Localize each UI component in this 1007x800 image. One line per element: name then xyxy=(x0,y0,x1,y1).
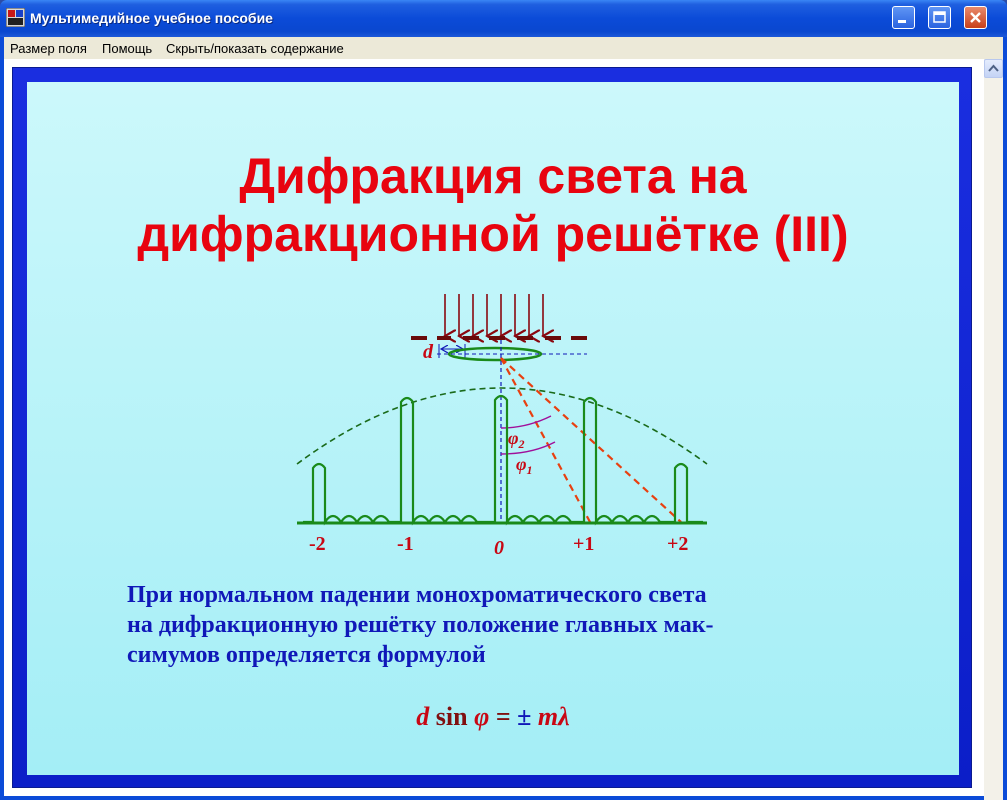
minimize-button[interactable] xyxy=(892,6,915,29)
scroll-up-icon xyxy=(985,60,1002,77)
window-title: Мультимедийное учебное пособие xyxy=(30,10,273,26)
phi2-label: $\varphi_2$ xyxy=(508,428,525,451)
intensity-curve xyxy=(303,396,703,522)
slide xyxy=(27,82,959,775)
close-button[interactable] xyxy=(964,6,987,29)
formula-equals: = xyxy=(495,702,511,731)
menu-bar xyxy=(4,37,1003,59)
incident-light-arrows xyxy=(445,294,543,336)
menu-help[interactable]: Помощь xyxy=(102,41,153,56)
window-border-bottom xyxy=(0,796,1007,800)
maximize-icon xyxy=(929,7,950,28)
maximize-button[interactable] xyxy=(928,6,951,29)
diffracted-rays xyxy=(501,358,681,522)
description-line: на дифракционную решётку положение главных мак- xyxy=(127,612,714,638)
description-text xyxy=(127,580,867,670)
description-line: При нормальном падении монохроматического света xyxy=(127,582,707,608)
order-label-plus2: +2 xyxy=(667,533,689,555)
formula-m: m xyxy=(537,702,559,731)
intensity-envelope xyxy=(297,388,707,464)
formula-lambda: λ xyxy=(558,702,570,731)
content-area xyxy=(4,59,984,796)
phi1-label: $\varphi_1$ xyxy=(516,454,533,477)
slide-title-line1: Дифракция света на xyxy=(239,148,747,204)
order-label-0: 0 xyxy=(494,537,504,559)
diffraction-diagram xyxy=(27,82,959,775)
slide-frame xyxy=(12,67,972,788)
description-line: симумов определяется формулой xyxy=(127,642,486,668)
minimize-icon xyxy=(893,7,914,28)
slit-period-label: d xyxy=(423,341,433,363)
order-label-plus1: +1 xyxy=(573,533,595,555)
app-icon[interactable] xyxy=(6,8,25,27)
menu-toggle-contents[interactable]: Скрыть/показать содержание xyxy=(166,41,344,56)
menu-field-size[interactable]: Размер поля xyxy=(10,41,87,56)
formula-plusminus: ± xyxy=(517,702,532,731)
scroll-up-button[interactable] xyxy=(984,59,1003,78)
formula-phi: φ xyxy=(474,702,490,731)
window-border-right xyxy=(1003,37,1007,800)
close-icon xyxy=(965,7,986,28)
formula-d: d xyxy=(416,702,430,731)
order-label-minus2: -2 xyxy=(309,533,326,555)
formula-sin: sin xyxy=(435,702,468,731)
slide-title-line2: дифракционной решётке (III) xyxy=(137,206,849,262)
title-bar xyxy=(0,0,1007,37)
slit-period-marker xyxy=(423,341,465,363)
vertical-scrollbar[interactable] xyxy=(984,59,1003,800)
grating-formula xyxy=(27,702,959,732)
order-label-minus1: -1 xyxy=(397,533,414,555)
